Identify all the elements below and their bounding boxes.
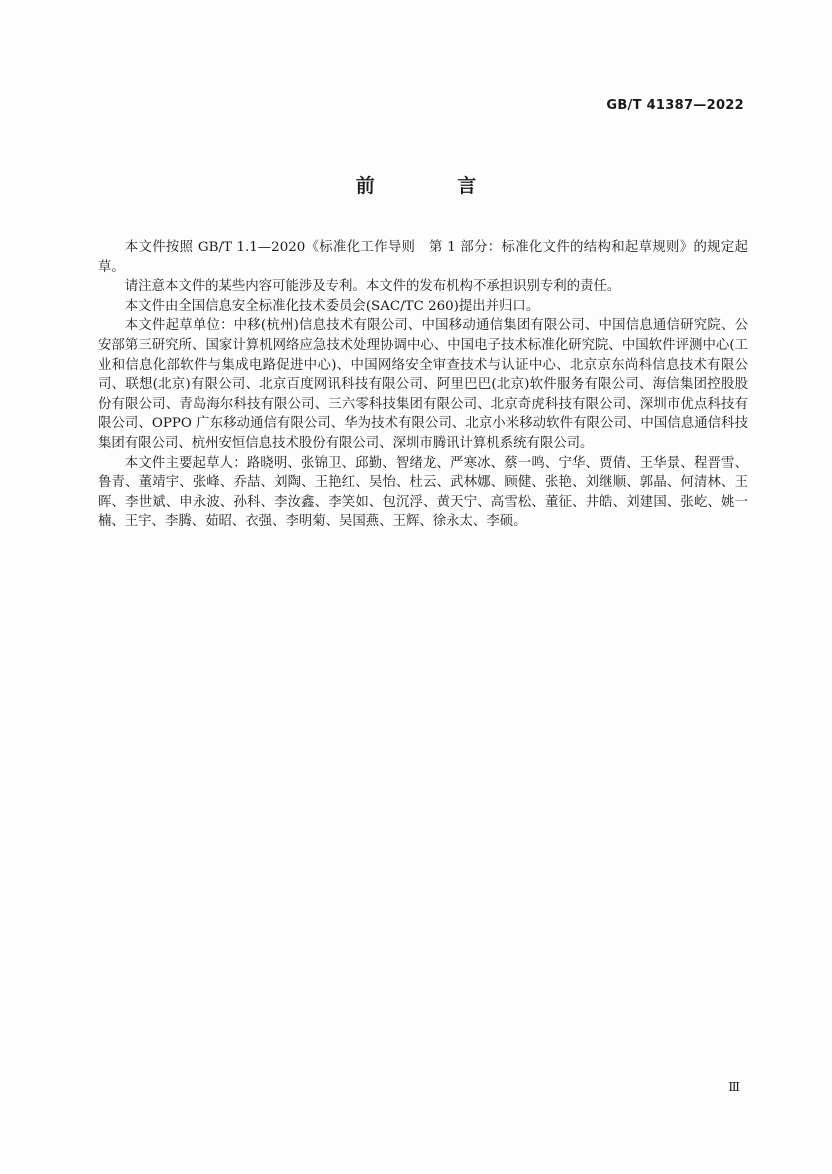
- paragraph-patent-notice: 请注意本文件的某些内容可能涉及专利。本文件的发布机构不承担识别专利的责任。: [124, 279, 621, 295]
- standard-code: GB/T 41387—2022: [606, 98, 744, 113]
- page-number: Ⅲ: [728, 1080, 740, 1094]
- paragraph-drafting-units: 本文件起草单位：中移(杭州)信息技术有限公司、中国移动通信集团有限公司、中国信息通信研究院、公安部第三研究所、国家计算机网络应急技术处理协调中心、中国电子技术标准化研究院、中国软件评测中心(工业和信息化部软件与集成电路促进中心)、中国网络安全审查技术与认证中心、北京京东尚科信息技术有限公司、联想(北京)有限公司、北京百度网讯科技有限公司、阿里巴巴(北京)软件服务有限公司、海信集团控股股份有限公司、青岛海尔科技有限公司、三六零科技集团有限公司、北京奇虎科技有限公司、深圳市优点科技有限公司、OPPO 广东移动通信有限公司、华为技术有限公司、北京小米移动软件有限公司、中国信息通信科技集团有限公司、杭州安恒信息技术股份有限公司、深圳市腾讯计算机系统有限公司。: [98, 318, 748, 451]
- paragraph-proposer: 本文件由全国信息安全标准化技术委员会(SAC/TC 260)提出并归口。: [124, 298, 540, 314]
- page-title: 前 言: [355, 175, 515, 197]
- paragraph-drafters: 本文件主要起草人：路晓明、张锦卫、邱勤、智绪龙、严寒冰、蔡一鸣、宁华、贾倩、王华景、程晋雪、鲁青、董靖宇、张峰、乔喆、刘陶、王艳红、吴怡、杜云、武林娜、顾健、张艳、刘继顺、郭晶、何清林、王晖、李世斌、申永波、孙科、李汝鑫、李笑如、包沉浮、黄天宁、高雪松、董征、井皓、刘建国、张屹、姚一楠、王宇、李腾、茹昭、衣强、李明菊、吴国燕、王辉、徐永太、李硕。: [98, 455, 748, 530]
- foreword-body: [98, 238, 748, 532]
- paragraph-drafting-rules: 本文件按照 GB/T 1.1—2020《标准化工作导则 第 1 部分：标准化文件的结构和起草规则》的规定起草。: [98, 240, 748, 275]
